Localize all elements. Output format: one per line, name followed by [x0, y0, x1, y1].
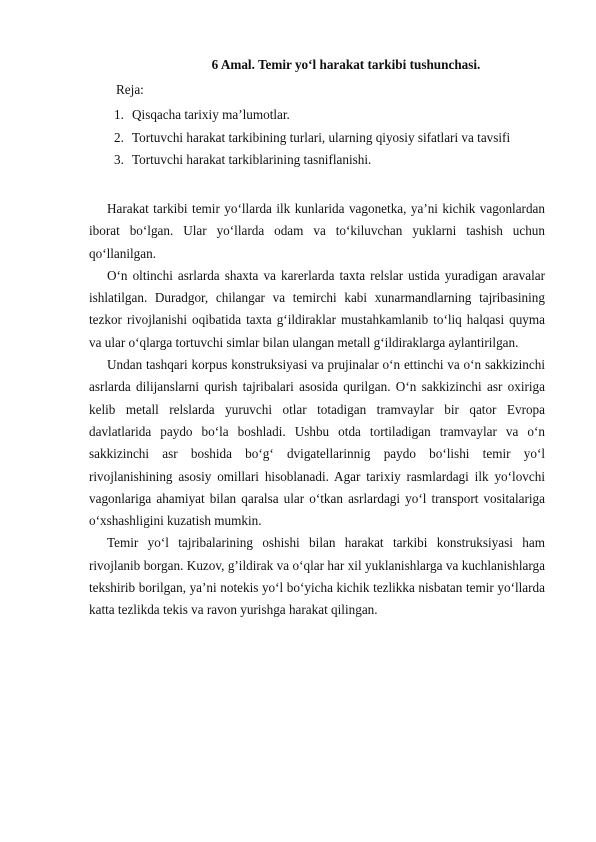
plan-heading: Reja:	[116, 82, 144, 97]
plan-list	[114, 104, 510, 172]
plan-item-number: 2.	[114, 129, 124, 145]
paragraph: O‘n oltinchi asrlarda shaxta va karerlarda taxta relslar ustida yuradigan aravalar ishlatilgan. Duradgor, chilangar va temirchi kabi xunarmandlarning tajribasining tezkor rivojlanishi oqibatida taxta g‘ildiraklar mustahkamlanib to‘liq halqasi quyma va ular o‘qlarga tortuvchi simlar bilan ulangan metall g‘ildiraklarga aylantirilgan.	[89, 267, 545, 350]
plan-item-text: Tortuvchi harakat tarkiblarining tasniflanishi.	[132, 152, 372, 167]
plan-item	[114, 127, 510, 150]
paragraph: Undan tashqari korpus konstruksiyasi va prujinalar o‘n ettinchi va o‘n sakkizinchi asrlarda dilijanslarni qurish tajribalari asosida qurilgan. O‘n sakkizinchi asr oxiriga kelib metall relslarda yuruvchi otlar totadigan tramvaylar bir qator Evropa davlatlarida paydo bo‘la boshladi. Ushbu otda tortiladigan tramvaylar va o‘n sakkizinchi asr boshida bo‘g‘ dvigatellarinnig paydo bo‘lishi temir yo‘l rivojlanishining asosiy omillari hisoblanadi. Agar tarixiy rasmlardagi ilk yo‘lovchi vagonlariga ahamiyat bilan qaralsa ular o‘tkan asrlardagi yo‘l transport vositalariga o‘xshashligini kuzatish mumkin.	[89, 357, 545, 529]
body-text	[89, 198, 545, 622]
plan-item	[114, 149, 510, 172]
plan-item	[114, 104, 510, 127]
page-title: 6 Amal. Temir yo‘l harakat tarkibi tushunchasi.	[211, 57, 481, 72]
paragraph: Temir yo‘l tajribalarining oshishi bilan harakat tarkibi konstruksiyasi ham rivojlanib borgan. Kuzov, g’ildirak va o‘qlar har xil yuklanishlarga va kuchlanishlarga tekshirib borilgan, ya’ni notekis yo‘l bo‘yicha kichik tezlikka nisbatan temir yo‘llarda katta tezlikda tekis va ravon yurishga harakat qilingan.	[89, 535, 545, 618]
plan-item-text: Qisqacha tarixiy ma’lumotlar.	[132, 107, 290, 122]
paragraph: Harakat tarkibi temir yo‘llarda ilk kunlarida vagonetka, ya’ni kichik vagonlardan iborat bo‘lgan. Ular yo‘llarda odam va to‘kiluvchan yuklarni tashish uchun qo‘llanilgan.	[89, 201, 545, 261]
plan-item-number: 1.	[114, 107, 124, 122]
plan-item-text: Tortuvchi harakat tarkibining turlari, ularning qiyosiy sifatlari va tavsifi	[132, 129, 511, 145]
plan-item-number: 3.	[114, 152, 124, 167]
